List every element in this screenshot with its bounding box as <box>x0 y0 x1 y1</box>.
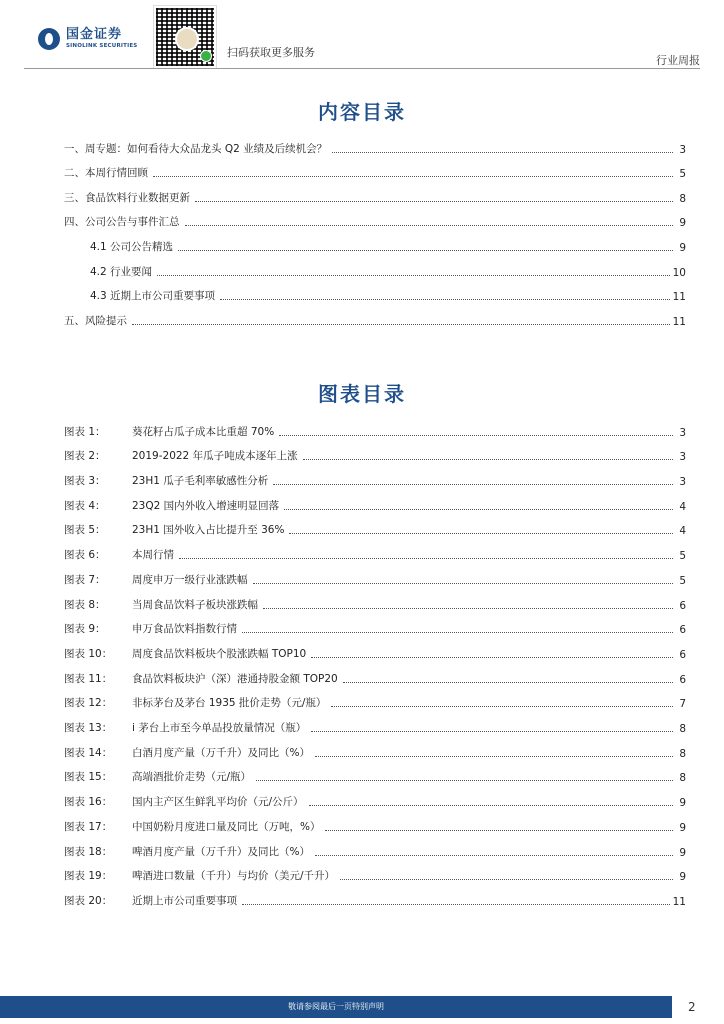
page-footer <box>0 996 724 1024</box>
figure-number: 图表 3： <box>64 475 106 487</box>
figure-item[interactable] <box>64 497 686 513</box>
toc-item-page: 11 <box>672 316 686 328</box>
figure-page: 3 <box>679 476 686 488</box>
figure-number: 图表 13： <box>64 722 113 734</box>
dot-leader <box>284 508 673 510</box>
footer-disclaimer: 敬请参阅最后一页特别声明 <box>288 1002 384 1011</box>
header-divider <box>24 68 700 69</box>
toc-item-page: 3 <box>679 144 686 156</box>
dot-leader <box>315 854 673 856</box>
figure-label: 本周行情 <box>132 549 174 561</box>
figure-label: 高端酒批价走势（元/瓶） <box>132 771 252 783</box>
figure-item[interactable] <box>64 521 686 537</box>
logo-name-en: SINOLINK SECURITIES <box>66 43 138 49</box>
figure-item[interactable] <box>64 423 686 439</box>
toc-subitem[interactable] <box>90 238 686 254</box>
figure-label: 23H1 国外收入占比提升至 36% <box>132 524 285 536</box>
dot-leader <box>309 804 673 806</box>
toc-item-label: 4.1 公司公告精选 <box>90 241 174 253</box>
figure-number: 图表 18： <box>64 846 113 858</box>
dot-leader <box>157 274 670 276</box>
figure-number: 图表 12： <box>64 697 113 709</box>
dot-leader <box>311 656 673 658</box>
figure-label: 国内主产区生鲜乳平均价（元/公斤） <box>132 796 304 808</box>
dot-leader <box>325 829 673 831</box>
dot-leader <box>220 298 670 300</box>
toc-item[interactable] <box>64 189 686 205</box>
figure-page: 11 <box>672 896 686 908</box>
toc-item-label: 五、风险提示 <box>64 315 127 327</box>
dot-leader <box>331 705 673 707</box>
toc-item[interactable] <box>64 140 686 156</box>
dot-leader <box>279 434 673 436</box>
figure-label: 非标茅台及茅台 1935 批价走势（元/瓶） <box>132 697 327 709</box>
figure-label: 啤酒进口数量（千升）与均价（美元/千升） <box>132 870 336 882</box>
figure-page: 6 <box>679 624 686 636</box>
dot-leader <box>340 878 673 880</box>
toc-item[interactable] <box>64 213 686 229</box>
dot-leader <box>242 631 673 633</box>
figure-number: 图表 1： <box>64 426 106 438</box>
figure-page: 6 <box>679 674 686 686</box>
toc-item-page: 8 <box>679 193 686 205</box>
figure-item[interactable] <box>64 546 686 562</box>
figure-item[interactable] <box>64 719 686 735</box>
dot-leader <box>303 458 673 460</box>
figure-label: 申万食品饮料指数行情 <box>132 623 237 635</box>
figure-label: 近期上市公司重要事项 <box>132 895 237 907</box>
dot-leader <box>179 557 673 559</box>
figure-page: 6 <box>679 600 686 612</box>
figure-page: 9 <box>679 822 686 834</box>
dot-leader <box>343 681 673 683</box>
figure-number: 图表 2： <box>64 450 106 462</box>
dot-leader <box>273 483 673 485</box>
toc-item-page: 9 <box>679 217 686 229</box>
figure-item[interactable] <box>64 818 686 834</box>
figure-number: 图表 9： <box>64 623 106 635</box>
figure-label: i 茅台上市至今单品投放量情况（瓶） <box>132 722 307 734</box>
figure-page: 5 <box>679 575 686 587</box>
figure-label: 啤酒月度产量（万千升）及同比（%） <box>132 846 310 858</box>
qr-code-icon[interactable] <box>154 6 216 68</box>
company-logo <box>38 28 137 50</box>
figure-page: 6 <box>679 649 686 661</box>
figure-number: 图表 4： <box>64 500 106 512</box>
dot-leader <box>263 607 673 609</box>
logo-name-cn: 国金证券 <box>66 27 123 42</box>
figure-page: 9 <box>679 871 686 883</box>
figure-item[interactable] <box>64 447 686 463</box>
dot-leader <box>311 730 673 732</box>
figure-number: 图表 14： <box>64 747 113 759</box>
figure-number: 图表 15： <box>64 771 113 783</box>
figure-item[interactable] <box>64 892 686 908</box>
dot-leader <box>132 323 670 325</box>
dot-leader <box>315 755 673 757</box>
figure-item[interactable] <box>64 744 686 760</box>
figure-item[interactable] <box>64 596 686 612</box>
figure-label: 周度食品饮料板块个股涨跌幅 TOP10 <box>132 648 307 660</box>
figure-label: 2019-2022 年瓜子吨成本逐年上涨 <box>132 450 298 462</box>
figure-page: 4 <box>679 525 686 537</box>
figure-page: 7 <box>679 698 686 710</box>
logo-icon <box>38 28 60 50</box>
figure-label: 食品饮料板块沪（深）港通持股金额 TOP20 <box>132 673 338 685</box>
figure-label: 中国奶粉月度进口量及同比（万吨，%） <box>132 821 321 833</box>
report-type: 行业周报 <box>656 54 700 67</box>
figure-item[interactable] <box>64 472 686 488</box>
toc-item-page: 10 <box>672 267 686 279</box>
dot-leader <box>253 582 674 584</box>
figure-item[interactable] <box>64 670 686 686</box>
toc-item-label: 4.2 行业要闻 <box>90 266 153 278</box>
figure-page: 9 <box>679 847 686 859</box>
wechat-badge-icon <box>200 50 212 62</box>
figure-label: 白酒月度产量（万千升）及同比（%） <box>132 747 310 759</box>
figure-number: 图表 16： <box>64 796 113 808</box>
page-header <box>0 0 724 70</box>
figure-page: 3 <box>679 427 686 439</box>
dot-leader <box>289 532 673 534</box>
toc-item[interactable] <box>64 312 686 328</box>
figure-item[interactable] <box>64 620 686 636</box>
figure-page: 4 <box>679 501 686 513</box>
dot-leader <box>185 224 674 226</box>
figure-label: 23Q2 国内外收入增速明显回落 <box>132 500 280 512</box>
scan-hint: 扫码获取更多服务 <box>227 46 315 59</box>
dot-leader <box>153 175 673 177</box>
figure-number: 图表 11： <box>64 673 113 685</box>
toc-item-label: 三、食品饮料行业数据更新 <box>64 192 190 204</box>
figure-number: 图表 7： <box>64 574 106 586</box>
toc-subitem[interactable] <box>90 263 686 279</box>
figure-label: 当周食品饮料子板块涨跌幅 <box>132 599 258 611</box>
figure-item[interactable] <box>64 645 686 661</box>
figure-label: 葵花籽占瓜子成本比重超 70% <box>132 426 275 438</box>
page-number: 2 <box>688 1000 696 1014</box>
dot-leader <box>256 779 673 781</box>
figure-item[interactable] <box>64 571 686 587</box>
figure-page: 9 <box>679 797 686 809</box>
figure-number: 图表 17： <box>64 821 113 833</box>
figure-page: 8 <box>679 723 686 735</box>
toc-title: 内容目录 <box>318 100 406 124</box>
figure-number: 图表 6： <box>64 549 106 561</box>
figure-label: 周度申万一级行业涨跌幅 <box>132 574 248 586</box>
figure-page: 3 <box>679 451 686 463</box>
figure-number: 图表 5： <box>64 524 106 536</box>
figure-label: 23H1 瓜子毛利率敏感性分析 <box>132 475 269 487</box>
qr-center-logo-icon <box>175 27 199 51</box>
figure-page: 5 <box>679 550 686 562</box>
figure-item[interactable] <box>64 793 686 809</box>
figure-number: 图表 10： <box>64 648 113 660</box>
toc-item-label: 4.3 近期上市公司重要事项 <box>90 290 216 302</box>
figure-page: 8 <box>679 748 686 760</box>
toc-item-page: 11 <box>672 291 686 303</box>
toc-item-page: 5 <box>679 168 686 180</box>
toc-item[interactable] <box>64 164 686 180</box>
toc-item-label: 二、本周行情回顾 <box>64 167 148 179</box>
figures-title: 图表目录 <box>318 382 406 406</box>
figure-number: 图表 20： <box>64 895 113 907</box>
toc-item-page: 9 <box>679 242 686 254</box>
figure-item[interactable] <box>64 768 686 784</box>
dot-leader <box>332 151 673 153</box>
figure-item[interactable] <box>64 843 686 859</box>
figure-number: 图表 19： <box>64 870 113 882</box>
toc-item-label: 一、周专题：如何看待大众品龙头 Q2 业绩及后续机会？ <box>64 143 328 155</box>
figure-item[interactable] <box>64 867 686 883</box>
toc-item-label: 四、公司公告与事件汇总 <box>64 216 180 228</box>
figure-item[interactable] <box>64 694 686 710</box>
figure-number: 图表 8： <box>64 599 106 611</box>
toc-subitem[interactable] <box>90 287 686 303</box>
dot-leader <box>178 249 673 251</box>
dot-leader <box>242 903 670 905</box>
dot-leader <box>195 200 673 202</box>
figure-page: 8 <box>679 772 686 784</box>
